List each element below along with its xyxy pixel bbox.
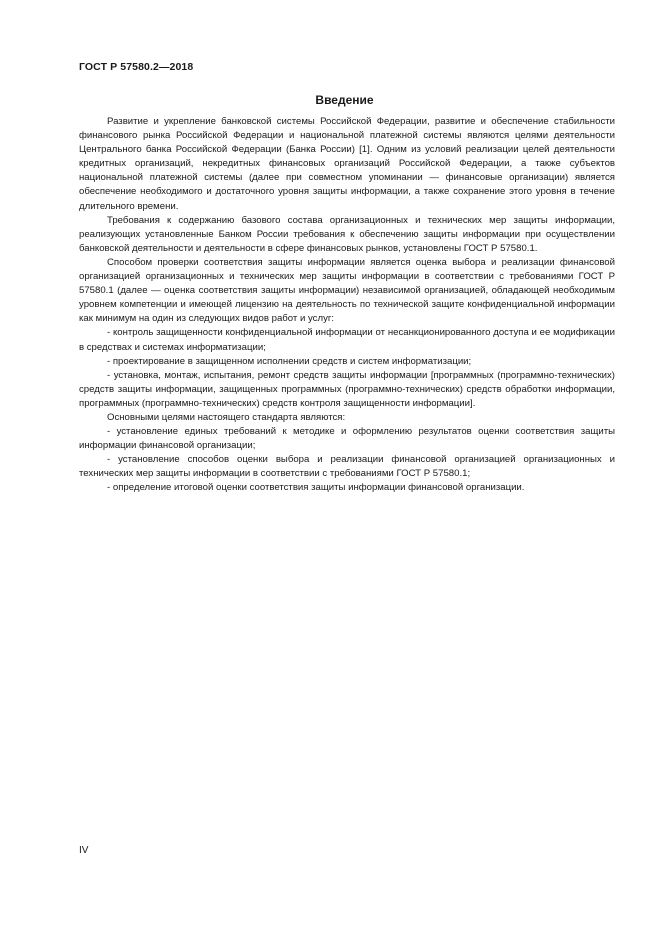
list-item: - установление единых требований к методике и оформлению результатов оценки соответствия защиты информации финансовой организации;	[79, 426, 615, 452]
paragraph: Способом проверки соответствия защиты информации является оценка выбора и реализации финансовой организацией организационных и технических мер защиты информации в соответствии с требованиями ГОСТ Р 57580.1 (далее — оценка соответствия защиты информации) независимой организацией, обладающей необходимым уровнем компетенции и имеющей лицензию на деятельность по технической защите конфиденциальной информации как минимум на один из следующих видов работ и услуг:	[79, 256, 615, 325]
paragraph: Основными целями настоящего стандарта являются:	[107, 411, 346, 423]
list-item: - определение итоговой оценки соответствия защиты информации финансовой организации.	[107, 482, 525, 494]
list-item: - контроль защищенности конфиденциальной информации от несанкционированного доступа и ее модификации в средствах и системах информатизации;	[79, 327, 615, 353]
list-item: - установка, монтаж, испытания, ремонт средств защиты информации [программных (программно-технических) средств защиты информации, защищенных программных (программно-технических) средств обработки информации, программных (программно-технических) средств контроля защищенности информации].	[79, 369, 615, 409]
list-item: - проектирование в защищенном исполнении средств и систем информатизации;	[107, 355, 472, 367]
document-code: ГОСТ Р 57580.2—2018	[79, 61, 194, 73]
paragraph: Требования к содержанию базового состава организационных и технических мер защиты информации, реализующих установленные Банком России требования к обеспечению защиты информации при осуществлении банковской деятельности и деятельности в сфере финансовых рынков, установлены ГОСТ Р 57580.1.	[79, 214, 615, 254]
body-text	[79, 115, 615, 496]
paragraph: Развитие и укрепление банковской системы Российской Федерации, развитие и обеспечение стабильности финансового рынка Российской Федерации и национальной платежной системы являются целями деятельности Центрального банка Российской Федерации (Банка России) [1]. Одним из условий реализации целей деятельности кредитных организаций, некредитных финансовых организаций Российской Федерации, а также субъектов национальной платежной системы (далее при совместном упоминании — финансовые организации) является обеспечение необходимого и достаточного уровня защиты информации, а также сохранение этого уровня в течение длительного времени.	[79, 116, 615, 212]
section-title: Введение	[315, 93, 374, 107]
list-item: - установление способов оценки выбора и реализации финансовой организацией организационных и технических мер защиты информации в соответствии с требованиями ГОСТ Р 57580.1;	[79, 454, 615, 480]
page-number: IV	[79, 845, 89, 856]
